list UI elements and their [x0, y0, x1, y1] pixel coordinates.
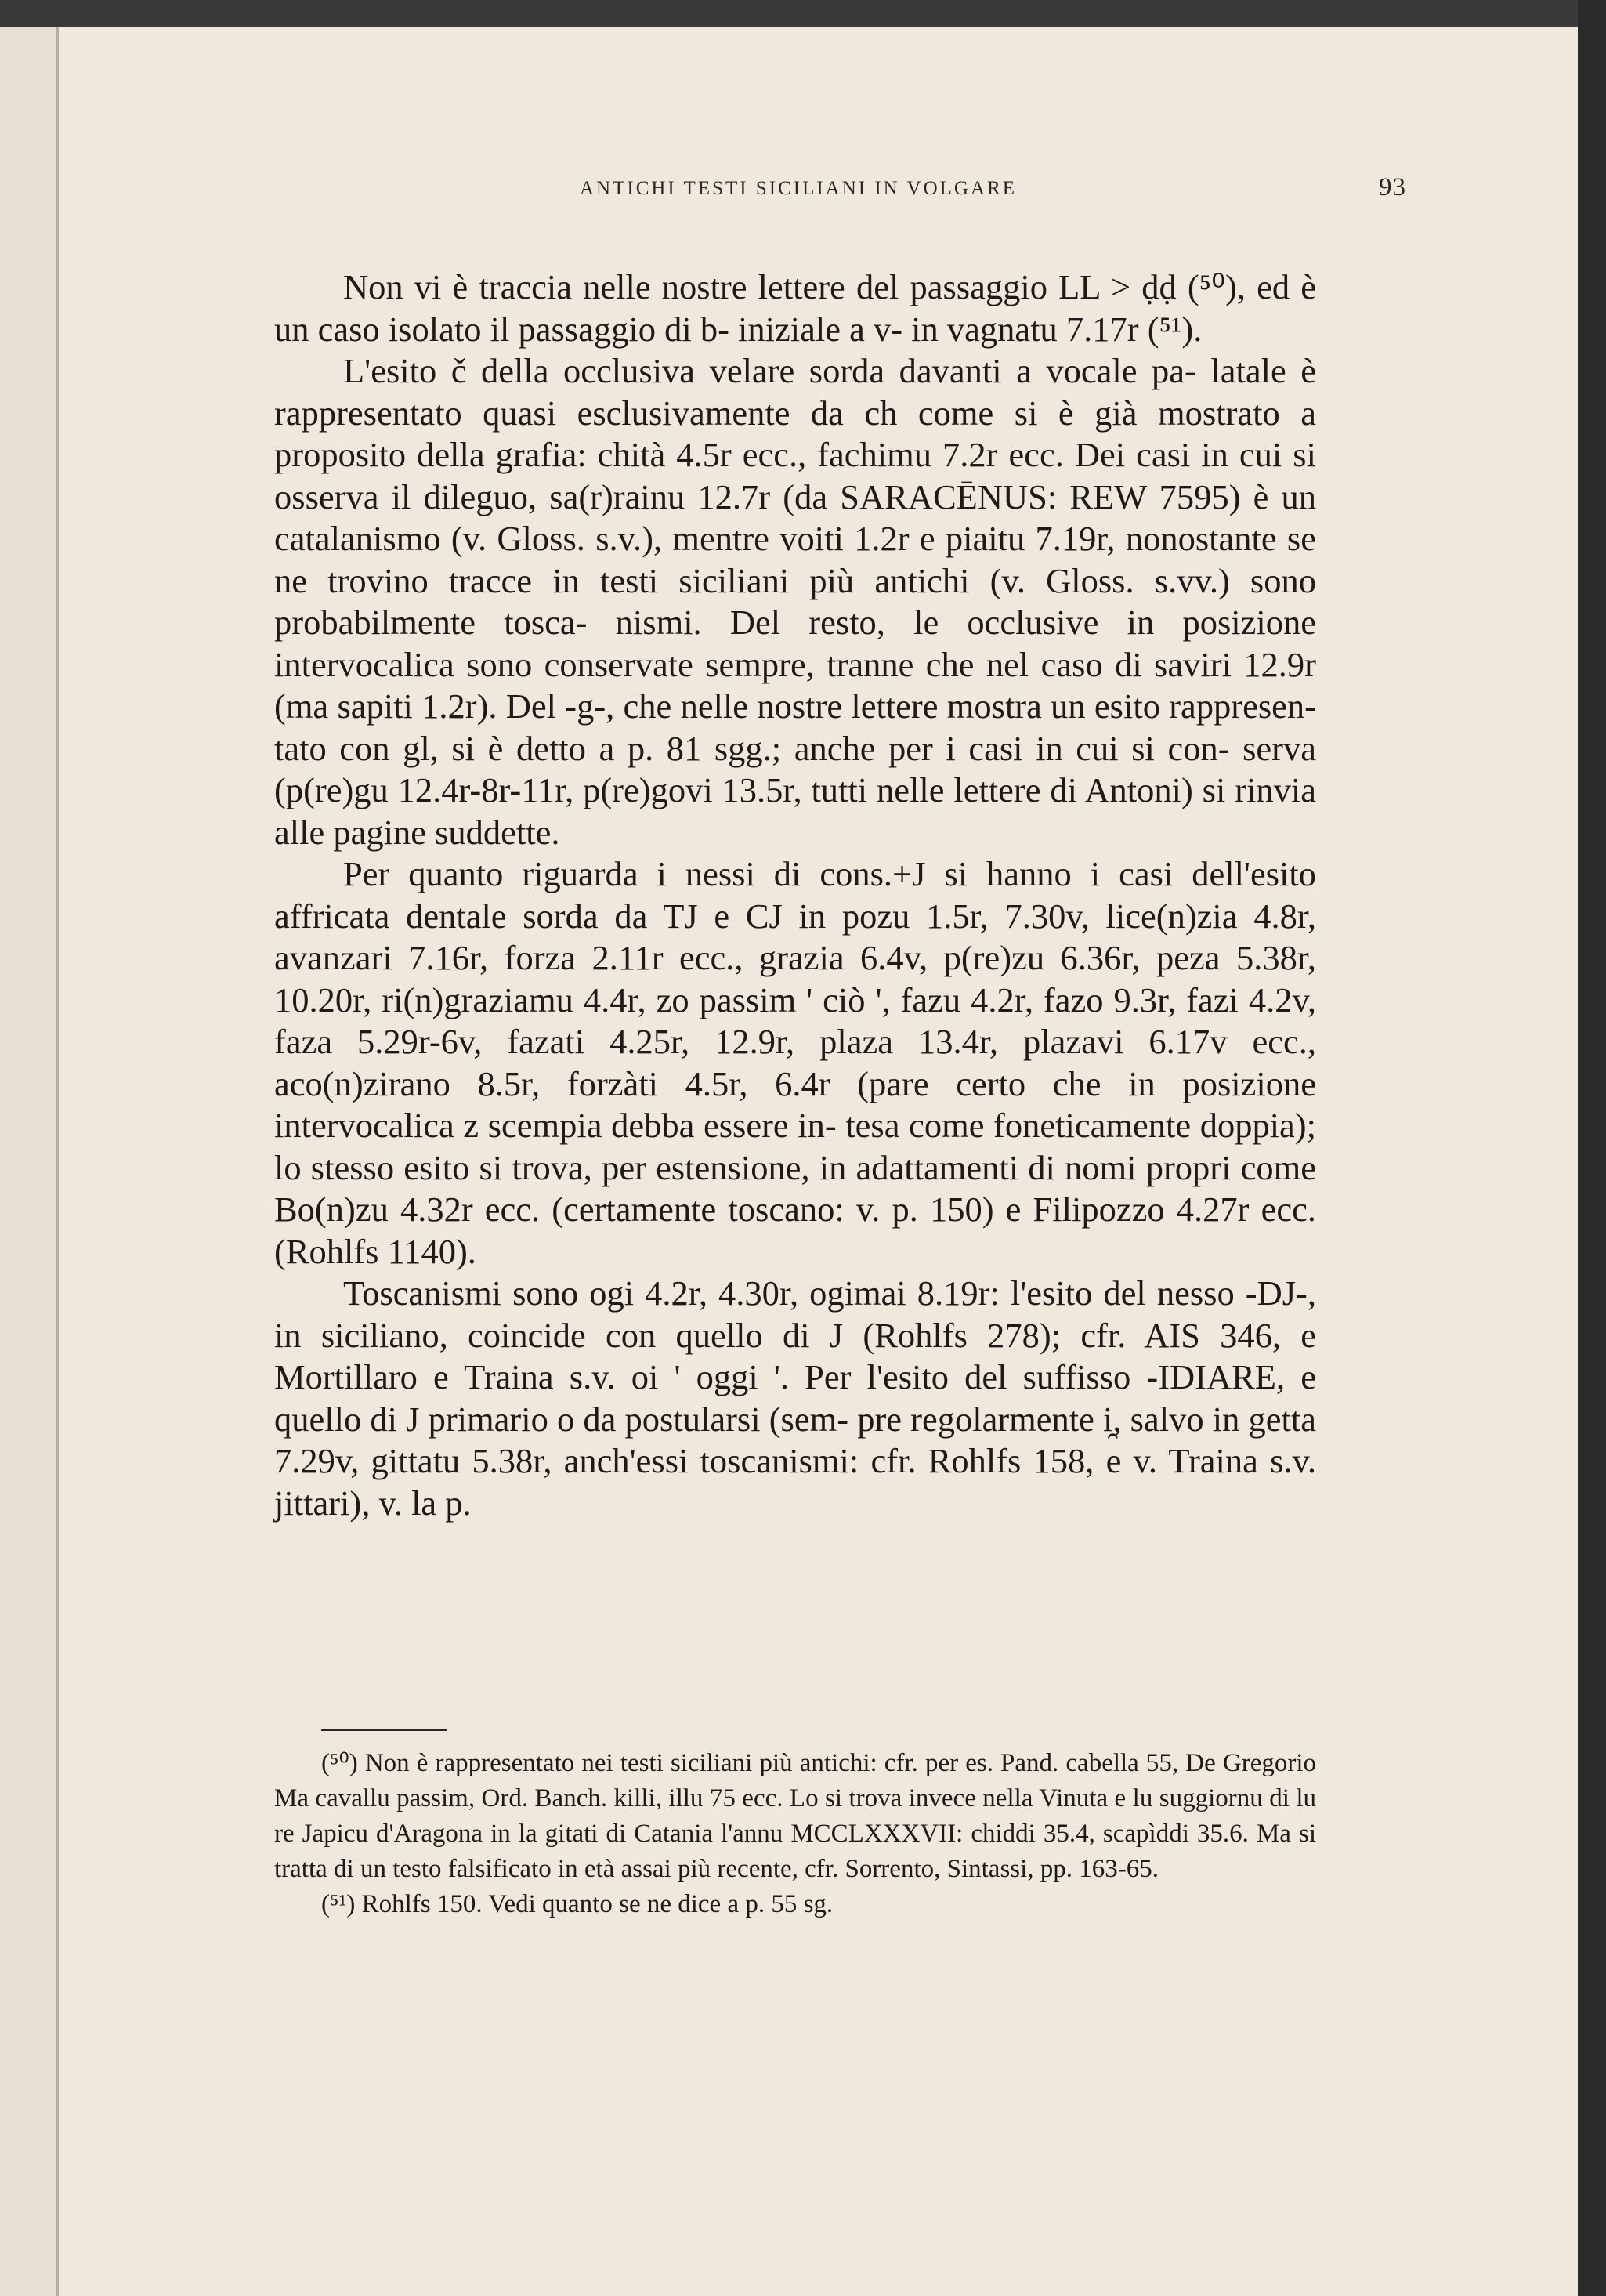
body-text — [274, 266, 1316, 1524]
footnotes — [274, 1746, 1316, 1922]
paragraph-2: L'esito č della occlusiva velare sorda davanti a vocale pa- latale è rappresentato quasi esclusivamente da ch come si è già mostrato a proposito della grafia: chità 4.5r ecc., fachimu 7.2r ecc. Dei casi in cui si osserva il dileguo, sa(r)rainu 12.7r (da SARACĒNUS: REW 7595) è un catalanismo (v. Gloss. s.v.), mentre voiti 1.2r e piaitu 7.19r, nonostante se ne trovino tracce in testi siciliani più antichi (v. Gloss. s.vv.) sono probabilmente tosca- nismi. Del resto, le occlusive in posizione intervocalica sono conservate sempre, tranne che nel caso di saviri 12.9r (ma sapiti 1.2r). Del -g-, che nelle nostre lettere mostra un esito rappresen- tato con gl, si è detto a p. 81 sgg.; anche per i casi in cui si con- serva (p(re)gu 12.4r-8r-11r, p(re)govi 13.5r, tutti nelle lettere di Antoni) si rinvia alle pagine suddette. — [274, 351, 1316, 852]
footnote-divider — [321, 1729, 447, 1731]
footnote-50: (⁵⁰) Non è rappresentato nei testi siciliani più antichi: cfr. per es. Pand. cabella 55, De Gregorio Ma cavallu passim, Ord. Banch. killi, illu 75 ecc. Lo si trova invece nella Vinuta e lu suggiornu di lu re Japicu d'Aragona in la gitati di Catania l'annu MCCLXXXVII: chiddi 35.4, scapìddi 35.6. Ma si tratta di un testo falsificato in età assai più recente, cfr. Sorrento, Sintassi, pp. 163-65. — [274, 1749, 1316, 1883]
scan-right-edge — [1578, 0, 1606, 2296]
paragraph-3: Per quanto riguarda i nessi di cons.+J si hanno i casi dell'esito affricata dentale sorda da TJ e CJ in pozu 1.5r, 7.30v, lice(n)zia 4.8r, avanzari 7.16r, forza 2.11r ecc., grazia 6.4v, p(re)zu 6.36r, peza 5.38r, 10.20r, ri(n)graziamu 4.4r, zo passim ' ciò ', fazu 4.2r, fazo 9.3r, fazi 4.2v, faza 5.29r-6v, fazati 4.25r, 12.9r, plaza 13.4r, plazavi 6.17v ecc., aco(n)zirano 8.5r, forzàti 4.5r, 6.4r (pare certo che in posizione intervocalica z scempia debba essere in- tesa come foneticamente doppia); lo stesso esito si trova, per estensione, in adattamenti di nomi propri come Bo(n)zu 4.32r ecc. (certamente toscano: v. p. 150) e Filipozzo 4.27r ecc. (Rohlfs 1140). — [274, 854, 1316, 1271]
page-number: 93 — [1379, 173, 1406, 201]
footnote-51: (⁵¹) Rohlfs 150. Vedi quanto se ne dice a p. 55 sg. — [321, 1890, 834, 1918]
running-head-title: ANTICHI TESTI SICILIANI IN VOLGARE — [580, 178, 1017, 199]
paragraph-1: Non vi è traccia nelle nostre lettere del passaggio LL > ḍḍ (⁵⁰), ed è un caso isolato il passaggio di b- iniziale a v- in vagnatu 7.17r (⁵¹). — [274, 267, 1316, 349]
facing-page-edge — [0, 27, 59, 2296]
paragraph-4: Toscanismi sono ogi 4.2r, 4.30r, ogimai 8.19r: l'esito del nesso -DJ-, in siciliano, coincide con quello di J (Rohlfs 278); cfr. AIS 346, e Mortillaro e Traina s.v. oi ' oggi '. Per l'esito del suffisso -IDIARE, e quello di J primario o da postularsi (sem- pre regolarmente i̯, salvo in getta 7.29v, gittatu 5.38r, anch'essi toscanismi: cfr. Rohlfs 158, e v. Traina s.v. jittari), v. la p. — [274, 1273, 1316, 1523]
scan-top-edge — [0, 0, 1606, 27]
running-head — [274, 168, 1406, 208]
